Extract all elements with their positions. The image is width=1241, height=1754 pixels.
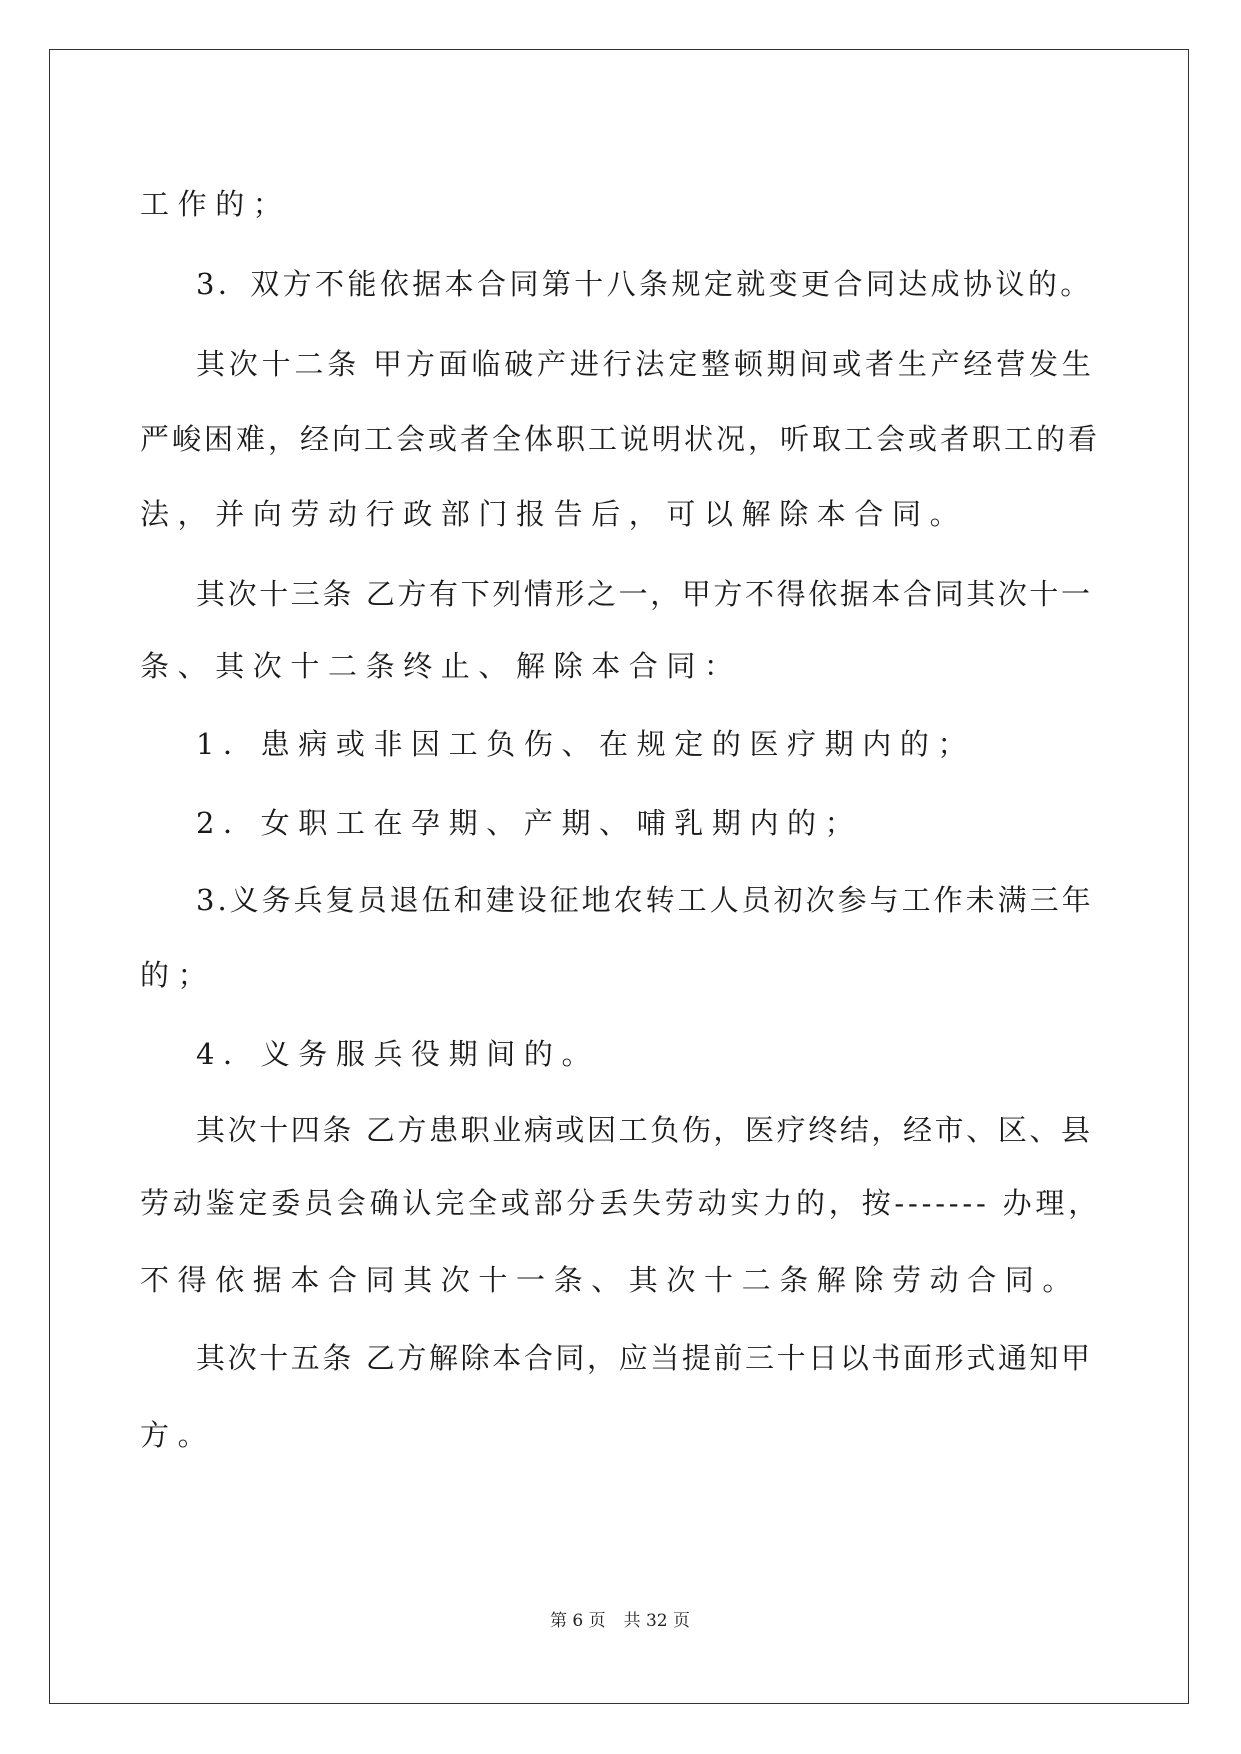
text-line: 3．双方不能依据本合同第十八条规定就变更合同达成协议的。 xyxy=(196,267,1093,301)
text-line: 3.义务兵复员退伍和建设征地农转工人员初次参与工作未满三年 xyxy=(196,883,1094,917)
text-line: 其次十四条 乙方患职业病或因工负伤，医疗终结，经市、区、县 xyxy=(196,1113,1093,1147)
page-frame xyxy=(49,49,1189,1704)
text-line: 其次十三条 乙方有下列情形之一，甲方不得依据本合同其次十一 xyxy=(196,577,1093,611)
text-line: 工作的； xyxy=(140,187,291,221)
page-total: 共 32 页 xyxy=(623,1611,691,1631)
page-footer xyxy=(50,1610,1190,1632)
text-line: 1．患病或非因工负伤、在规定的医疗期内的； xyxy=(196,727,976,761)
text-line: 不得依据本合同其次十一条、其次十二条解除劳动合同。 xyxy=(140,1263,1081,1297)
text-line: 其次十五条 乙方解除本合同，应当提前三十日以书面形式通知甲 xyxy=(196,1341,1093,1375)
text-line: 的； xyxy=(140,958,216,992)
text-line: 法，并向劳动行政部门报告后，可以解除本合同。 xyxy=(140,497,968,531)
text-line: 其次十二条 甲方面临破产进行法定整顿期间或者生产经营发生 xyxy=(196,347,1095,381)
text-line: 4．义务服兵役期间的。 xyxy=(196,1037,600,1071)
text-line: 条、其次十二条终止、解除本合同： xyxy=(140,649,742,683)
text-line: 严峻困难，经向工会或者全体职工说明状况，听取工会或者职工的看 xyxy=(140,422,1101,456)
text-line: 劳动鉴定委员会确认完全或部分丢失劳动实力的，按------- 办理， xyxy=(140,1186,1102,1220)
text-line: 方。 xyxy=(140,1418,216,1452)
text-line: 2．女职工在孕期、产期、哺乳期内的； xyxy=(196,806,863,840)
page-number: 第 6 页 xyxy=(549,1611,606,1631)
